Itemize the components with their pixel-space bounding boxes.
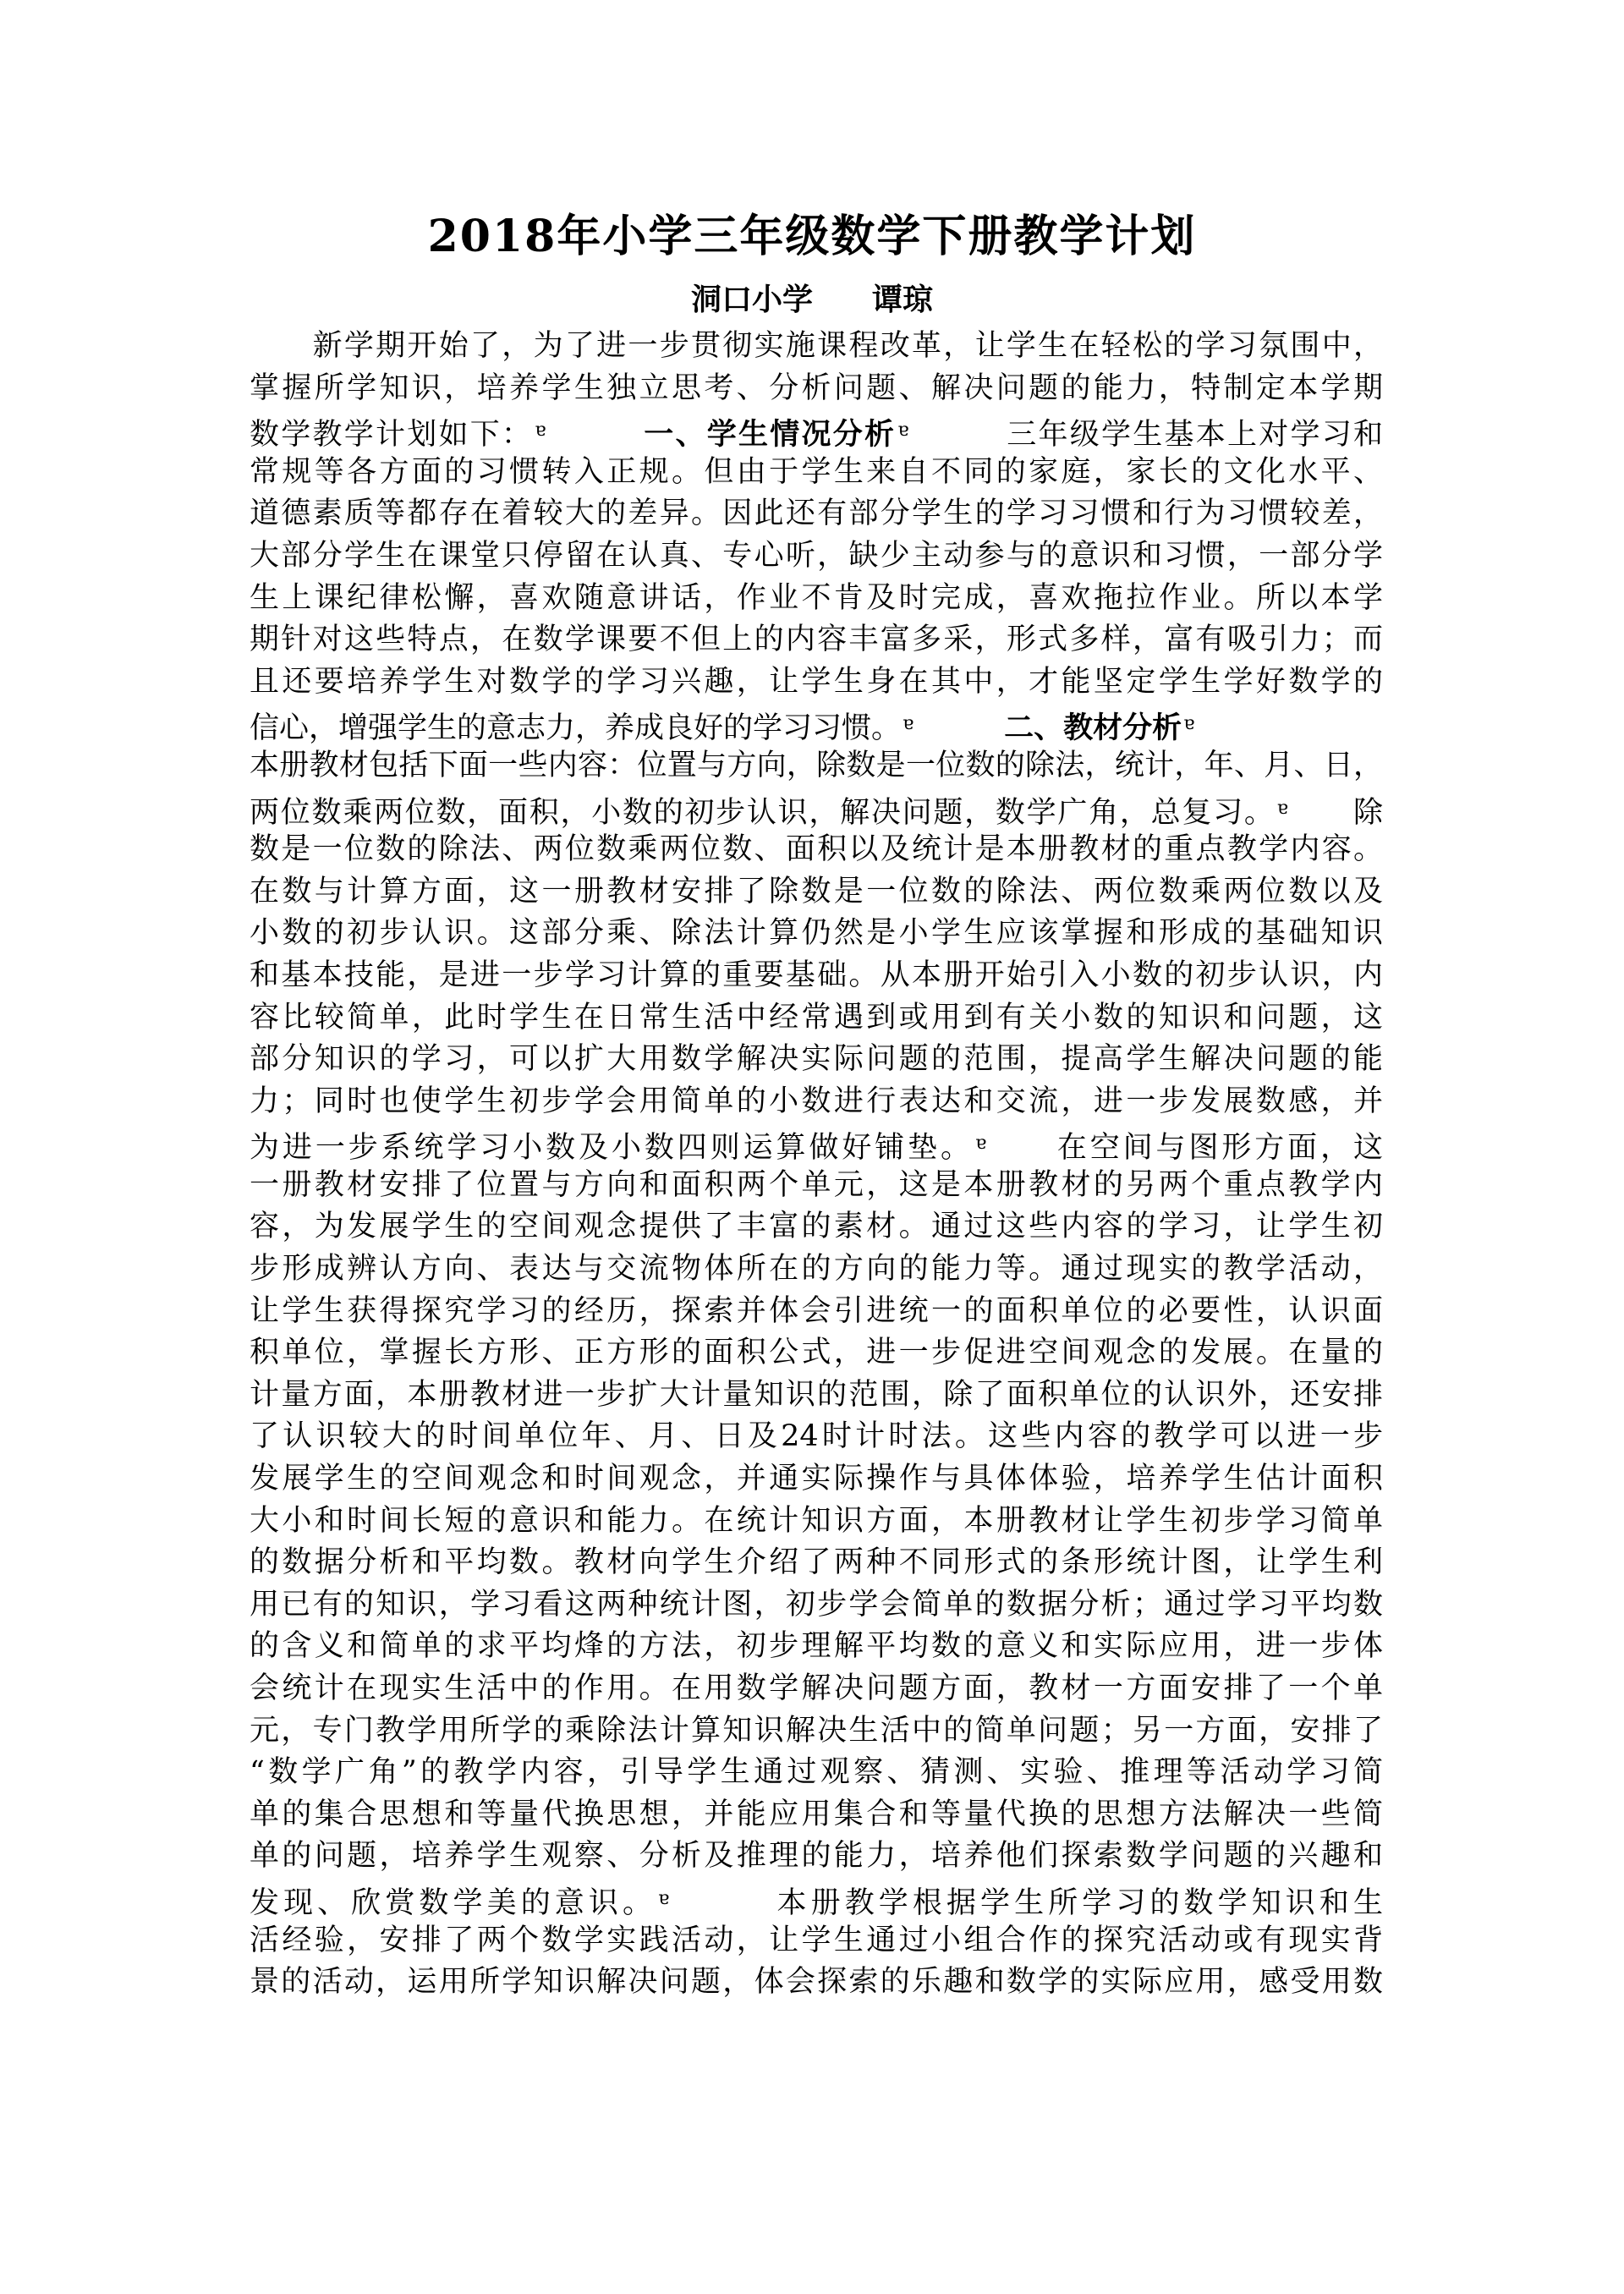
text-line (250, 661, 1383, 704)
text-line (250, 1165, 1383, 1207)
text-line (250, 1836, 1383, 1878)
text-run: 生上课纪律松懈，喜欢随意讲话，作业不肯及时完成，喜欢拖拉作业。所以本学 (250, 580, 1383, 615)
text-run: 容比较简单，此时学生在日常生活中经常遇到或用到有关小数的知识和问题，这 (250, 1000, 1383, 1034)
paragraph-mark-icon: ɐ (974, 1133, 987, 1155)
text-line (250, 1458, 1383, 1501)
section-heading: 一、学生情况分析 (644, 417, 897, 452)
text-line (250, 1710, 1383, 1753)
text-run: 积单位，掌握长方形、正方形的面积公式，进一步促进空间观念的发展。在量的 (250, 1336, 1383, 1370)
text-run: 了认识较大的时间单位年、月、日及24时计时法。这些内容的教学可以进一步 (250, 1419, 1383, 1454)
section-heading: 二、教材分析 (1004, 711, 1182, 745)
page-title: 2018年小学三年级数学下册教学计划 (427, 211, 1197, 262)
text-line (250, 1206, 1383, 1249)
text-line (250, 493, 1383, 535)
text-line (250, 1332, 1383, 1375)
text-run: 的数据分析和平均数。教材向学生介绍了两种不同形式的条形统计图，让学生利 (250, 1545, 1383, 1580)
text-run: 在空间与图形方面，这 (988, 1131, 1383, 1165)
text-line (250, 1291, 1383, 1333)
text-run: 数是一位数的除法、两位数乘两位数、面积以及统计是本册教材的重点教学内容。 (250, 832, 1383, 867)
text-run: 期针对这些特点，在数学课要不但上的内容丰富多采，形式多样，富有吸引力；而 (250, 623, 1383, 657)
text-line (250, 1752, 1383, 1794)
text-line (250, 326, 1383, 368)
text-line (250, 913, 1383, 955)
school-name: 洞口小学 (690, 282, 813, 317)
text-run: 容，为发展学生的空间观念提供了丰富的素材。通过这些内容的学习，让学生初 (250, 1210, 1383, 1244)
text-run: 单的问题，培养学生观察、分析及推理的能力，培养他们探索数学问题的兴趣和 (250, 1839, 1383, 1874)
text-run: 用已有的知识，学习看这两种统计图，初步学会简单的数据分析；通过学习平均数 (250, 1587, 1383, 1622)
text-line (250, 1920, 1383, 1962)
text-line (250, 1878, 1383, 1920)
text-line (250, 535, 1383, 578)
text-run: 本册教材包括下面一些内容：位置与方向，除数是一位数的除法，统计，年、月、日， (250, 748, 1383, 782)
text-run: 掌握所学知识，培养学生独立思考、分析问题、解决问题的能力，特制定本学期 (250, 370, 1383, 405)
text-line (250, 368, 1383, 410)
text-line (250, 1794, 1383, 1836)
text-run: 单的集合思想和等量代换思想，并能应用集合和等量代换的思想方法解决一些简 (250, 1797, 1383, 1831)
paragraph-mark-icon: ɐ (535, 420, 546, 442)
paragraph-mark-icon: ɐ (903, 713, 914, 735)
text-line (250, 1249, 1383, 1291)
text-run: 会统计在现实生活中的作用。在用数学解决问题方面，教材一方面安排了一个单 (250, 1671, 1383, 1705)
text-line (250, 703, 1383, 745)
text-run: 的含义和简单的求平均烽的方法，初步理解平均数的意义和实际应用，进一步体 (250, 1629, 1383, 1664)
text-line (250, 997, 1383, 1040)
text-run: 在数与计算方面，这一册教材安排了除数是一位数的除法、两位数乘两位数以及 (250, 874, 1383, 908)
text-run (915, 711, 1004, 745)
text-line (250, 409, 1383, 452)
paragraph-mark-icon: ɐ (658, 1887, 670, 1909)
text-run: 让学生获得探究学习的经历，探索并体会引进统一的面积单位的必要性，认识面 (250, 1293, 1383, 1328)
text-run: 道德素质等都存在着较大的差异。因此还有部分学生的学习习惯和行为习惯较差， (250, 497, 1383, 531)
text-run: 三年级学生基本上对学习和 (910, 418, 1383, 452)
paragraph-mark-icon: ɐ (897, 420, 909, 442)
text-line (250, 619, 1383, 661)
text-run: 本册教学根据学生所学习的数学知识和生 (671, 1885, 1383, 1920)
text-run: 数学教学计划如下： (250, 418, 534, 452)
text-line (250, 578, 1383, 620)
text-run: 信心，增强学生的意志力，养成良好的学习习惯。 (250, 711, 902, 745)
text-run: 发展学生的空间观念和时间观念，并通实际操作与具体体验，培养学生估计面积 (250, 1462, 1383, 1496)
text-run (547, 418, 644, 452)
paragraph-mark-icon: ɐ (1276, 797, 1288, 819)
text-run: 景的活动，运用所学知识解决问题，体会探索的乐趣和数学的实际应用，感受用数 (250, 1965, 1383, 2000)
text-run: 且还要培养学生对数学的学习兴趣，让学生身在其中，才能坚定学生学好数学的 (250, 664, 1383, 699)
text-line (250, 452, 1383, 494)
paragraph-mark-icon: ɐ (1183, 713, 1195, 735)
text-run: 大小和时间长短的意识和能力。在统计知识方面，本册教材让学生初步学习简单 (250, 1503, 1383, 1538)
text-run: 计量方面，本册教材进一步扩大计量知识的范围，除了面积单位的认识外，还安排 (250, 1377, 1383, 1412)
text-line (250, 745, 1383, 788)
text-line (250, 788, 1383, 830)
text-line (250, 871, 1383, 914)
text-run: 大部分学生在课堂只停留在认真、专心听，缺少主动参与的意识和习惯，一部分学 (250, 538, 1383, 573)
text-line (250, 1081, 1383, 1123)
text-line (250, 829, 1383, 871)
text-run: 发现、欣赏数学美的意识。 (250, 1885, 657, 1920)
text-run: 和基本技能，是进一步学习计算的重要基础。从本册开始引入小数的初步认识，内 (250, 958, 1383, 992)
author-line (0, 279, 1624, 320)
text-run: 新学期开始了，为了进一步贯彻实施课程改革，让学生在轻松的学习氛围中， (250, 329, 1383, 363)
text-run: 元，专门教学用所学的乘除法计算知识解决生活中的简单问题；另一方面，安排了 (250, 1713, 1383, 1748)
text-line (250, 1416, 1383, 1458)
body-text (250, 326, 1383, 2004)
text-run: “数学广角”的教学内容，引导学生通过观察、猜测、实验、推理等活动学习简 (250, 1755, 1383, 1790)
text-run: 为进一步系统学习小数及小数四则运算做好铺垫。 (250, 1131, 974, 1165)
text-run: 小数的初步认识。这部分乘、除法计算仍然是小学生应该掌握和形成的基础知识 (250, 916, 1383, 951)
text-run: 除 (1289, 795, 1383, 830)
text-run: 一册教材安排了位置与方向和面积两个单元，这是本册教材的另两个重点教学内 (250, 1167, 1383, 1202)
text-line (250, 1626, 1383, 1668)
text-line (250, 1375, 1383, 1417)
text-line (250, 1542, 1383, 1584)
text-line (250, 955, 1383, 997)
text-run: 部分知识的学习，可以扩大用数学解决实际问题的范围，提高学生解决问题的能 (250, 1042, 1383, 1077)
text-run: 活经验，安排了两个数学实践活动，让学生通过小组合作的探究活动或有现实背 (250, 1923, 1383, 1957)
text-line (250, 1668, 1383, 1710)
text-line (250, 1501, 1383, 1543)
text-run: 步形成辨认方向、表达与交流物体所在的方向的能力等。通过现实的教学活动， (250, 1252, 1383, 1287)
text-run: 力；同时也使学生初步学会用简单的小数进行表达和交流，进一步发展数感，并 (250, 1084, 1383, 1118)
text-run: 常规等各方面的习惯转入正规。但由于学生来自不同的家庭，家长的文化水平、 (250, 454, 1383, 489)
text-line (250, 1122, 1383, 1165)
text-line (250, 1039, 1383, 1081)
text-line (250, 1584, 1383, 1627)
text-run: 两位数乘两位数，面积，小数的初步认识，解决问题，数学广角，总复习。 (250, 795, 1276, 830)
text-line (250, 1962, 1383, 2004)
author-name: 谭琼 (872, 282, 934, 317)
